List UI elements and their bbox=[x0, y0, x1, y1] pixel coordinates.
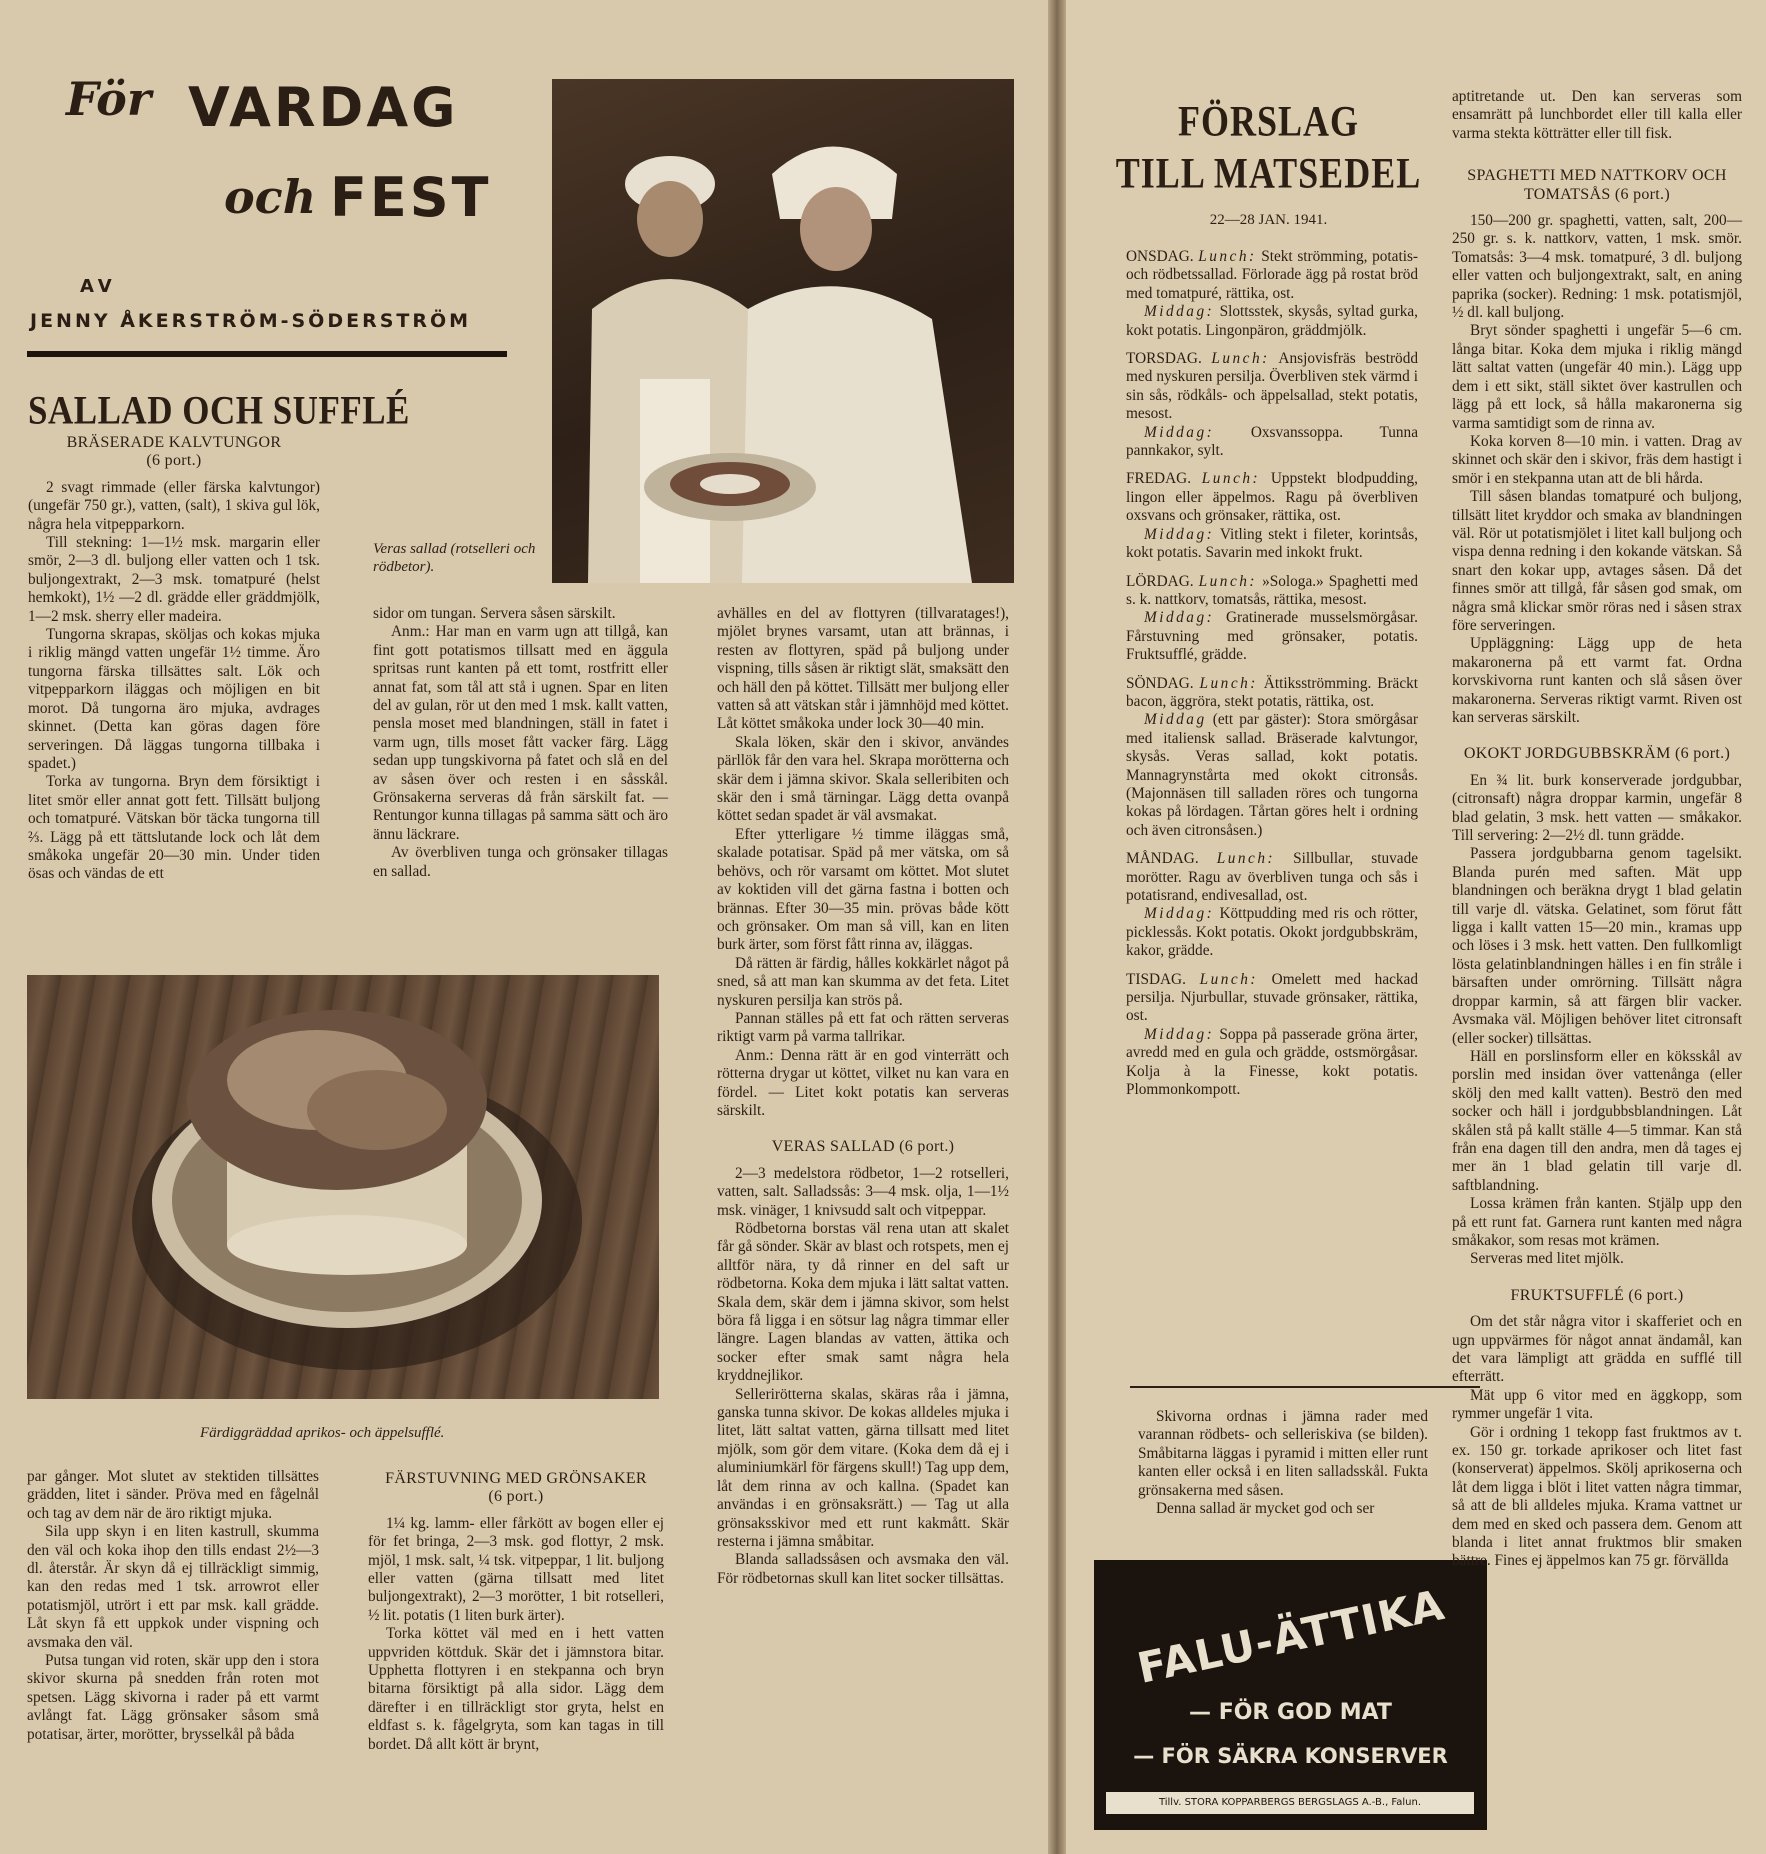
paragraph: Då rätten är färdig, hålles kokkärlet något på sned, så att man kan skumma av det feta. Litet nyskuren persilja kan strös på. bbox=[717, 954, 1009, 1009]
ad-footer-text: Tillv. STORA KOPPARBERGS BERGSLAGS A.-B., Falun. bbox=[1158, 1797, 1422, 1808]
caption-souffle: Färdiggräddad aprikos- och äppelsufflé. bbox=[200, 1425, 445, 1441]
day-label: TORSDAG. bbox=[1126, 350, 1202, 368]
menu-day bbox=[1126, 573, 1418, 665]
title-och: och bbox=[224, 170, 317, 224]
paragraph: Putsa tungan vid roten, skär upp den i stora skivor skurna på snedden från roten mot spetsen. Lägg skivorna i rader på ett varmt avlångt fat. Lägg grönsaker såsom små potatisar, ärter, morötter, brysselkål på båda bbox=[27, 1652, 319, 1743]
middag-label: Middag: bbox=[1144, 423, 1215, 441]
paragraph: Sellerirötterna skalas, skäras råa i jämna, ganska tunna skivor. De kokas alldeles mjuka i litet, lätt saltat vatten, gärna tillsatt med litet mjölk, som gör dem vitare. (Koka dem då ej i aluminiumkärl för färgens skull!) Tag upp dem, låt dem rinna av och kallna. (Spadet kan användas i en grönsaksrätt.) — Tag ut alla grönsaksskivor med ett runt kakmått. Skär resterna i jämna småbitar. bbox=[717, 1385, 1009, 1550]
photo-two-women-salad bbox=[552, 79, 1014, 583]
recipe-title: SPAGHETTI MED NATTKORV OCH TOMATSÅS (6 port.) bbox=[1467, 167, 1727, 203]
paragraph: Pannan ställes på ett fat och rätten serveras riktigt varm på varma tallrikar. bbox=[717, 1009, 1009, 1046]
title-vardag: VARDAG bbox=[188, 76, 459, 139]
middag-label: Middag: bbox=[1144, 905, 1215, 923]
menu-day bbox=[1126, 850, 1418, 960]
lunch-text: Omelett med hackad persilja. Njurbullar, stuvade grönsaker, rättika, ost. bbox=[1126, 970, 1418, 1025]
menu-day bbox=[1126, 470, 1418, 562]
day-label: ONSDAG. bbox=[1126, 248, 1194, 265]
byline-author: JENNY ÅKERSTRÖM-SÖDERSTRÖM bbox=[30, 310, 472, 332]
menu-day bbox=[1126, 248, 1418, 340]
lunch-text: Stekt strömming, potatis- och rödbetssallad. Förlorade ägg på rostat bröd med tomatpuré, rättika, ost. bbox=[1126, 248, 1418, 302]
menu-date: 22—28 JAN. 1941. bbox=[1209, 212, 1328, 228]
menu-title-2: TILL MATSEDEL bbox=[1115, 149, 1422, 197]
photo-souffle bbox=[27, 975, 659, 1399]
paragraph: Tungorna skrapas, sköljas och kokas mjuka i riklig mängd vatten ungefär 1½ timme. Äro tungorna färska tillsättes salt. Lök och vitpepparkorn iläggas och möjligen en bit morot. Då tungorna äro mjuka, avdrages skinnet. (Detta kan göras dagen före serveringen. Då läggas tungorna tillbaka i spadet.) bbox=[28, 626, 320, 772]
title-for: För bbox=[66, 72, 152, 126]
paragraph: Till såsen blandas tomatpuré och buljong, tillsätt litet kryddor och smaka av blandningen väl. Rör ut potatismjölet i litet kall buljong och vispa denna redning i den kokande vätskan. Så snart den kokar upp, avtages såsen. Då det finnes smör att tillgå, får såsen god smak, om några små klickar smör röras ned i såsen strax före serveringen. bbox=[1452, 488, 1742, 634]
paragraph: 150—200 gr. spaghetti, vatten, salt, 200—250 gr. s. k. nattkorv, vatten, 1 msk. smör. Tomatsås: 3—4 msk. tomatpuré, 3 dl. buljong eller vatten och buljongextrakt, salt, en aning paprika (socker). Redning: 1 msk. potatismjöl, ½ dl. kall buljong. bbox=[1452, 212, 1742, 322]
lunch-label: Lunch: bbox=[1199, 970, 1258, 988]
paragraph: avhälles en del av flottyren (tillvaratages!), mjölet brynes varsamt, utan att brännas, i resten av flottyren, späd på buljong under vispning, tills såsen är riktigt slät, smaksätt den och häll den på köttet. Tillsätt mer buljong eller vatten så att vätskan står i jämnhöjd med köttet. Låt köttet småkoka under lock 30—40 min. bbox=[717, 605, 1009, 733]
falu-attika-ad bbox=[1094, 1560, 1487, 1830]
lunch-text: Sillbullar, stuvade morötter. Ragu av överbliven tunga och sås i potatisrand, endivesallad, ost. bbox=[1126, 850, 1419, 904]
paragraph: Uppläggning: Lägg upp de heta makaronerna på ett varmt fat. Ordna korvskivorna runt kanten och slå såsen över makaronerna. Serveras riktigt varmt. Riven ost kan serveras särskilt. bbox=[1452, 635, 1742, 726]
recipe-kalvtungor-cont bbox=[373, 605, 668, 881]
recipe-title: OKOKT JORDGUBBSKRÄM (6 port.) bbox=[1463, 745, 1731, 763]
byline-av: AV bbox=[80, 276, 117, 297]
middag-text: Soppa på passerade gröna ärter, avredd med en gula och grädde, ostsmörgåsar. Kolja à la Finesse, kokt potatis. Plommonkompott. bbox=[1126, 1025, 1418, 1099]
title-fest: FEST bbox=[330, 166, 492, 229]
paragraph: En ¾ lit. burk konserverade jordgubbar, (citronsaft) några droppar karmin, ungefär 8 blad gelatin, 3 msk. hett vatten — småkakor. Till servering: 2—2½ dl. tunn grädde. bbox=[1452, 771, 1742, 845]
paragraph: Gör i ordning 1 tekopp fast fruktmos av t. ex. 150 gr. torkade aprikoser och litet fast (konserverat) äppelmos. Skölj aprikoserna och låt dem ligga i blöt i litet vatten några timmar, så att de bli alldeles mjuka. Krama vattnet ur dem med en sked och passera dem. Genom att blanda i litet annat fruktmos blir smaken bättre. Fines ej äppelmos kan 75 gr. förvällda bbox=[1452, 1423, 1742, 1570]
day-label: SÖNDAG. bbox=[1126, 674, 1194, 692]
day-label: LÖRDAG. bbox=[1126, 572, 1194, 590]
caption-veras-sallad: Veras sallad (rotselleri och rödbetor). bbox=[373, 541, 536, 575]
ad-line-2: — FÖR SÄKRA KONSERVER bbox=[1133, 1744, 1448, 1768]
menu-day bbox=[1126, 675, 1418, 841]
day-label: FREDAG. bbox=[1126, 470, 1192, 488]
binding-gutter bbox=[1048, 0, 1066, 1854]
photo-illustration bbox=[552, 79, 1014, 583]
lunch-text: Uppstekt blodpudding, lingon eller äppelmos. Ragu på överbliven oxsvans och grönsaker, rättika, ost. bbox=[1126, 470, 1419, 525]
menu-title-1: FÖRSLAG bbox=[1177, 97, 1360, 145]
recipe-farstuvning bbox=[368, 1470, 664, 1754]
recipe-title: VERAS SALLAD (6 port.) bbox=[771, 1138, 955, 1156]
paragraph: Mät upp 6 vitor med en äggkopp, som rymmer ungefär 1 vita. bbox=[1452, 1386, 1742, 1423]
salad-note bbox=[1138, 1408, 1428, 1518]
paragraph: Till stekning: 1—1½ msk. margarin eller smör, 2—3 dl. buljong eller vatten och 1 tsk. buljongextrakt, 2—3 msk. tomatpuré (helst hemkokt), 1½ —2 dl. grädde eller gräddmjölk, 1—2 msk. sherry eller madeira. bbox=[28, 534, 320, 625]
recipe-portions: (6 port.) bbox=[146, 452, 202, 470]
lunch-label: Lunch: bbox=[1216, 850, 1276, 868]
lunch-label: Lunch: bbox=[1211, 350, 1270, 368]
menu-day bbox=[1126, 350, 1418, 460]
paragraph: Skivorna ordnas i jämna rader med varannan rödbets- och selleriskiva (se bilden). Småbitarna läggas i pyramid i mitten eller runt kanten eller också i en liten salladsskål. Fukta grönsakerna med såsen. bbox=[1138, 1408, 1428, 1499]
paragraph: 1¼ kg. lamm- eller fårkött av bogen eller ej för fet bringa, 2—3 msk. god flottyr, 2 msk. mjöl, 1 msk. salt, ¼ tsk. vitpeppar, 1 lit. buljong eller vatten (gärna tillsatt med litet buljongextrakt), 2—3 morötter, 1 bit rotselleri, ½ lit. potatis (1 liten burk ärter). bbox=[368, 1514, 664, 1624]
paragraph: 2—3 medelstora rödbetor, 1—2 rotselleri, vatten, salt. Salladssås: 3—4 msk. olja, 1—1½ msk. vinäger, 1 knivsudd salt och vitpeppar. bbox=[717, 1164, 1009, 1219]
paragraph: Rödbetorna borstas väl rena utan att skalet får gå sönder. Skär av blast och rotspets, men ej alltför nära, ty då rinner en del saft ur rödbetorna. Koka dem mjuka i lätt saltat vatten. Skala dem, skär dem i jämna skivor, som helst böra få ligga i en sötsur lag några timmar eller längre. Lagen blandas av vatten, ättika och socker efter smak samt några hela kryddnejlikor. bbox=[717, 1220, 1009, 1385]
paragraph: Anm.: Har man en varm ugn att tillgå, kan fint gott potatismos tillsatt med en äggula spritsas runt kanten på ett tomt, rostfritt eller annat fat, som tål att stå i ugnen. Spar en liten del av gulan, rör ut den med 1 msk. kallt vatten, pensla moset med blandningen, ställ in fatet i varm ugn, tills moset fått vacker färg. Lägg sedan upp tungskivorna på fatet och slå en del av såsen över och resten i en såsskål. Grönsakerna serveras då från särskilt fat. — Rentungor kunna tillagas på samma sätt och äro ännu läckrare. bbox=[373, 623, 668, 843]
paragraph: Lossa krämen från kanten. Stjälp upp den på ett runt fat. Garnera runt kanten med några småkakor, som resas mot krämen. bbox=[1452, 1195, 1742, 1249]
middag-text: Oxsvanssoppa. Tunna pannkakor, sylt. bbox=[1126, 423, 1418, 460]
paragraph: Serveras med litet mjölk. bbox=[1470, 1250, 1624, 1268]
menu-day bbox=[1126, 971, 1418, 1100]
day-label: MÅNDAG. bbox=[1126, 850, 1199, 868]
ad-brand: FALU-ÄTTIKA bbox=[1133, 1580, 1449, 1693]
paragraph: Sila upp skyn i en liten kastrull, skumma den väl och koka ihop den tills endast 2½—3 dl. återstår. Är skyn då ej tillräckligt simmig, kan den redas med 1 tsk. arrowrot eller potatismjöl, utrört i ett par msk. kall grädde. Låt skyn få ett uppkok under vispning och avsmaka den väl. bbox=[27, 1523, 319, 1651]
lunch-text: »Sologa.» Spaghetti med s. k. nattkorv, tomatsås, rättika, mesost. bbox=[1126, 572, 1418, 608]
recipe-title: FRUKTSUFFLÉ (6 port.) bbox=[1510, 1286, 1684, 1304]
middag-label: Middag: bbox=[1144, 1025, 1215, 1043]
recipe-farstuvning-cont bbox=[717, 605, 1009, 1588]
middag-text: Vitling stekt i fileter, korintsås, kokt potatis. Savarin med inkokt frukt. bbox=[1126, 525, 1418, 562]
paragraph: Bryt sönder spaghetti i ungefär 5—6 cm. långa bitar. Koka dem mjuka i riklig mängd lätt saltat vatten (ungefär 40 min.). Lägg upp dem i ett sikt, ställ siktet över kastrullen och lägg på ett lock, så hålla makaronerna sig varma samtidigt som de rinna av. bbox=[1452, 322, 1742, 432]
middag-text: Gratinerade musselsmörgåsar. Fårstuvning med grönsaker, potatis. Fruktsufflé, grädde. bbox=[1126, 609, 1418, 664]
middag-label: Middag: bbox=[1144, 303, 1215, 321]
lunch-label: Lunch: bbox=[1198, 248, 1257, 265]
middag-text: (ett par gäster): Stora smörgåsar med italiensk sallad. Bräserade kalvtungor, skysås. Veras sallad, kokt potatis. Mannagrynstårta med okokt citronsås. (Majonnäsen till salladen röres och tungorna kokas på lördagen. Tårtan göres helt i ordning och även citronsåsen.) bbox=[1126, 711, 1418, 839]
paragraph: par gånger. Mot slutet av stektiden tillsättes grädden, litet i sänder. Pröva med en fågelnål och tag av dem när de äro riktigt mjuka. bbox=[27, 1468, 319, 1522]
middag-label: Middag bbox=[1144, 711, 1207, 729]
paragraph: Anm.: Denna rätt är en god vinterrätt och rötterna drygar ut köttet, vilket nu kan vara en fördel. — Litet kokt potatis kan serveras särskilt. bbox=[717, 1046, 1009, 1119]
recipe-kalvtungor-end bbox=[27, 1468, 319, 1744]
paragraph: aptitretande ut. Den kan serveras som ensamrätt på lunchbordet eller till kalla eller varma stekta kötträtter eller till fisk. bbox=[1452, 88, 1742, 142]
paragraph: Denna sallad är mycket god och ser bbox=[1156, 1500, 1375, 1518]
menu-days bbox=[1126, 248, 1418, 1099]
middag-text: Slottsstek, skysås, syltad gurka, kokt potatis. Lingonpäron, gräddmjölk. bbox=[1126, 303, 1419, 339]
paragraph: sidor om tungan. Servera såsen särskilt. bbox=[373, 605, 616, 622]
ad-line-1: — FÖR GOD MAT bbox=[1189, 1700, 1392, 1725]
recipe-portions: (6 port.) bbox=[488, 1488, 544, 1506]
paragraph: Häll en porslinsform eller en köksskål av porslin med insidan över vattenånga (eller skölj den med kallt vatten). Beströ den med socker och häll i jordgubbsblandningen. Låt skålen stå på kallt ställe 4—5 timmar. Kan stå från ena dagen till den andra, men då tages ej mer än 1 blad gelatin till varje dl. saftblandning. bbox=[1452, 1047, 1742, 1194]
middag-label: Middag: bbox=[1144, 525, 1215, 543]
paragraph: Skala löken, skär den i skivor, användes pärllök får den vara hel. Skrapa morötterna och skär dem i jämna skivor. Skala selleribiten och skär den i små tärningar. Lägg detta ovanpå köttet sedan spadet är väl avsmakat. bbox=[717, 733, 1009, 825]
right-page bbox=[1066, 0, 1766, 1854]
paragraph: Blanda salladssåsen och avsmaka den väl. För rödbetornas skull kan litet socker tillsättas. bbox=[717, 1551, 1009, 1587]
paragraph: 2 svagt rimmade (eller färska kalvtungor) (ungefär 750 gr.), vatten, (salt), 1 skiva gul lök, några hela vitpepparkorn. bbox=[28, 478, 320, 533]
paragraph: Om det står några vitor i skafferiet och en ugn uppvärmes för något annat ändamål, kan det vara lämpligt att grädda en sufflé till efterrätt. bbox=[1452, 1313, 1742, 1386]
lunch-label: Lunch: bbox=[1201, 470, 1261, 488]
title-rule bbox=[27, 351, 507, 357]
lunch-text: Ansjovisfräs beströdd med nyskuren persilja. Överbliven stek värmd i sin sås, rödkåls- och äppelsallad, stekt potatis, mesost. bbox=[1126, 350, 1418, 423]
right-column bbox=[1452, 88, 1742, 1571]
paragraph: Koka korven 8—10 min. i vatten. Drag av skinnet och skär den i skivor, fräs dem hastigt i smör i en stekpanna utan att de bli hårda. bbox=[1452, 432, 1742, 487]
paragraph: Torka köttet väl med en i hett vatten uppvriden köttduk. Skär det i jämnstora bitar. Upphetta flottyren i en stekpanna och bryn bitarna försiktigt på alla sidor. Lägg dem därefter i en tillräckligt stor gryta, helst en eldfast s. k. fågelgryta, som kan tagas in till bordet. Då allt kött är brynt, bbox=[368, 1625, 664, 1753]
section-title: SALLAD OCH SUFFLÉ bbox=[28, 388, 410, 433]
lunch-text: Ättiksströmming. Bräckt bacon, äggröra, stekt potatis, rättika, ost. bbox=[1126, 674, 1419, 710]
paragraph: Av överbliven tunga och grönsaker tillagas en sallad. bbox=[373, 844, 668, 880]
recipe-title: FÄRSTUVNING MED GRÖNSAKER bbox=[385, 1470, 647, 1487]
middag-label: Middag: bbox=[1144, 609, 1215, 627]
lunch-label: Lunch: bbox=[1199, 674, 1258, 692]
paragraph: Torka av tungorna. Bryn dem försiktigt i litet smör eller annat gott fett. Tillsätt buljong och tomatpuré. Vätskan bör täcka tungorna till ⅔. Lägg på ett tättslutande lock och låt dem småkoka ungefär 20—30 min. Under tiden ösas och vändas de ett bbox=[28, 773, 320, 883]
menu-rule bbox=[1130, 1386, 1480, 1388]
middag-text: Köttpudding med ris och rötter, picklessås. Kokt potatis. Okokt jordgubbskräm, kakor, grädde. bbox=[1126, 905, 1418, 960]
ad-footer bbox=[1106, 1792, 1474, 1814]
paragraph: Efter ytterligare ½ timme iläggas små, skalade potatisar. Späd på mer vätska, om så behövs, och rör varsamt om köttet. Mot slutet av koktiden vill det gärna fastna i botten och brännas. Efter 30—35 min. prövas både kött och grönsaker. Om man så vill, kan en liten burk ärter, som först fått rinna av, iläggas. bbox=[717, 825, 1009, 954]
photo-illustration bbox=[27, 975, 659, 1399]
paragraph: Passera jordgubbarna genom tagelsikt. Blanda purén med saften. Mät upp blandningen och beräkna drygt 1 blad gelatin till varje dl. vätska. Gelatinet, som förut fått ligga i kallt vatten 15—20 min., kramas upp och löses i 3 msk. hett vatten. Den fullkomligt lösta gelatinblandningen hälles i en fin stråle i bärsaften under omrörning. Tillsätt några droppar karmin, så att färgen blir vacker. Avsmaka väl. Möjligen behöver litet citronsaft (eller socker) tillsättas. bbox=[1452, 845, 1742, 1047]
recipe-kalvtungor bbox=[28, 434, 320, 884]
lunch-label: Lunch: bbox=[1198, 572, 1257, 590]
day-label: TISDAG. bbox=[1126, 970, 1186, 988]
recipe-title: BRÄSERADE KALVTUNGOR bbox=[66, 434, 282, 451]
